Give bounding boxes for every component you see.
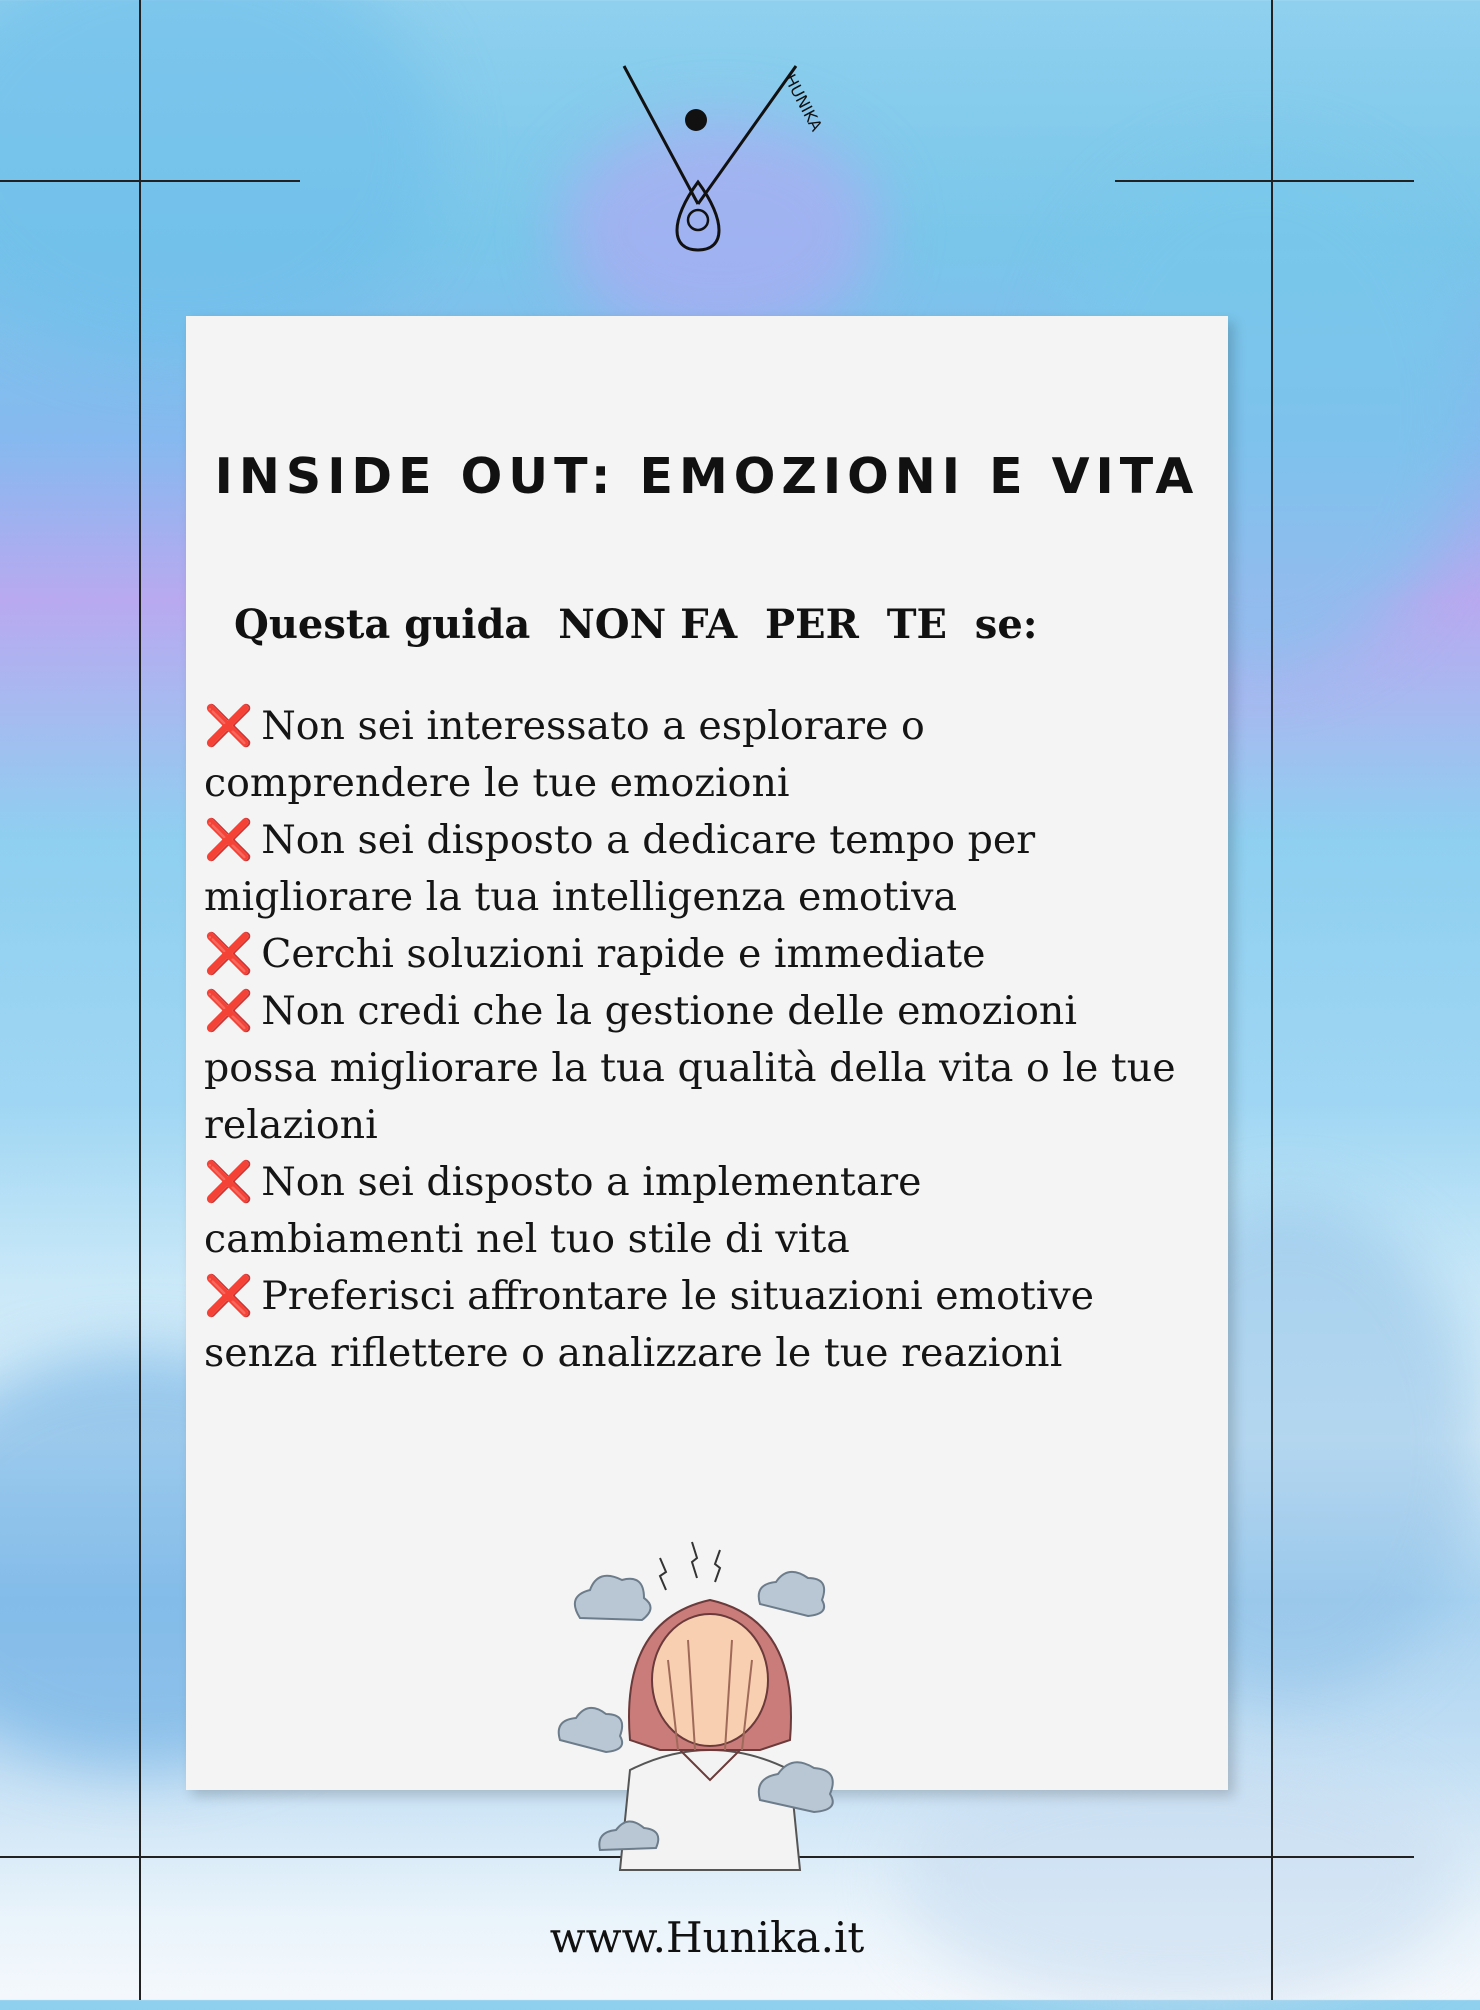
list-item	[204, 698, 1214, 812]
list-item	[204, 926, 1214, 983]
logo-text: HUNIKA	[780, 70, 827, 135]
list-item-text: Non sei disposto a implementare	[261, 1159, 922, 1205]
list-item	[204, 983, 1214, 1154]
list-item-text: Non credi che la gestione delle emozioni	[261, 988, 1077, 1034]
hunika-logo-icon	[600, 50, 827, 270]
frame-line-right	[1271, 0, 1273, 2000]
list-item-text: comprendere le tue emozioni	[204, 760, 790, 806]
list-item-text: senza riflettere o analizzare le tue reazioni	[204, 1330, 1063, 1376]
cross-icon: ❌	[204, 1273, 254, 1319]
frame-line-left	[139, 0, 141, 2000]
stressed-woman-illustration	[560, 1540, 860, 1870]
intro-heading: Questa guida NON FA PER TE se:	[234, 601, 1038, 648]
frame-line-top-right	[1115, 180, 1414, 182]
cross-icon: ❌	[204, 1159, 254, 1205]
list-item-text: Non sei disposto a dedicare tempo per	[261, 817, 1036, 863]
exclusion-list	[204, 698, 1214, 1382]
page-title: INSIDE OUT: EMOZIONI E VITA	[214, 448, 1200, 505]
list-item-text: migliorare la tua intelligenza emotiva	[204, 874, 958, 920]
frame-line-top-left	[0, 180, 300, 182]
list-item-text: relazioni	[204, 1102, 378, 1148]
list-item-text: Cerchi soluzioni rapide e immediate	[261, 931, 986, 977]
list-item-text: possa migliorare la tua qualità della vita o le tue	[204, 1045, 1176, 1091]
list-item-text: Non sei interessato a esplorare o	[261, 703, 925, 749]
cross-icon: ❌	[204, 817, 254, 863]
website-url[interactable]: www.Hunika.it	[549, 1913, 865, 1962]
cross-icon: ❌	[204, 703, 254, 749]
list-item	[204, 1154, 1214, 1268]
list-item-text: cambiamenti nel tuo stile di vita	[204, 1216, 850, 1262]
cross-icon: ❌	[204, 931, 254, 977]
cross-icon: ❌	[204, 988, 254, 1034]
list-item	[204, 1268, 1214, 1382]
list-item-text: Preferisci affrontare le situazioni emotive	[261, 1273, 1095, 1319]
list-item	[204, 812, 1214, 926]
